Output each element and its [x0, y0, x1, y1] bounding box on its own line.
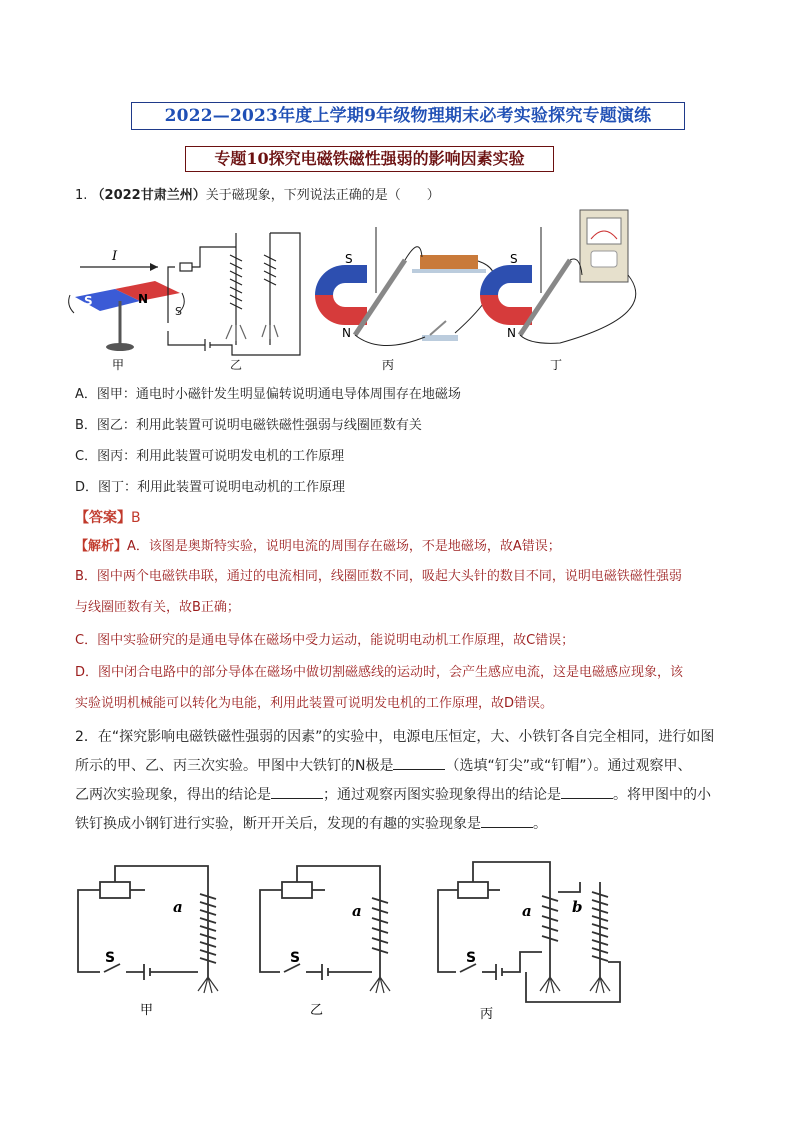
- topic-subtitle: 专题10探究电磁铁磁性强弱的影响因素实验: [185, 146, 554, 172]
- blank-n-pole[interactable]: [393, 757, 445, 770]
- q2-line-2: [75, 752, 725, 781]
- blank-conclusion-1[interactable]: [271, 786, 323, 799]
- switch-s-1: S: [105, 950, 116, 966]
- q2-text: 铁钉换成小钢钉进行实验，断开开关后，发现的有趣的实验现象是: [75, 816, 481, 832]
- question-number: 1.: [75, 188, 88, 203]
- option-d: D．图丁：利用此装置可说明电动机的工作原理: [75, 480, 346, 495]
- needle-n: N: [138, 292, 149, 306]
- label-jia-2: 甲: [140, 1003, 154, 1018]
- q2-text: 乙两次实验现象，得出的结论是: [75, 787, 271, 803]
- answer-value: B: [131, 510, 141, 526]
- question-1-stem: [75, 184, 440, 203]
- answer-label: 【答案】: [75, 510, 131, 526]
- analysis-line-1: [75, 532, 725, 562]
- option-a: A．图甲：通电时小磁针发生明显偏转说明通电导体周围存在地磁场: [75, 387, 461, 402]
- label-yi: 乙: [230, 358, 243, 372]
- analysis-line-6: 实验说明机械能可以转化为电能，利用此装置可说明发电机的工作原理，故D错误。: [75, 696, 554, 711]
- option-b: B．图乙：利用此装置可说明电磁铁磁性强弱与线圈匝数有关: [75, 418, 422, 433]
- q2-line-1: [75, 723, 725, 752]
- question-source: （2022甘肃兰州）: [91, 188, 206, 203]
- q2-text: （选填“钉尖”或“钉帽”）。通过观察甲、: [445, 758, 692, 774]
- blank-phenomenon[interactable]: [481, 815, 533, 828]
- label-jia: 甲: [112, 358, 125, 372]
- analysis-line-3: 与线圈匝数有关，故B正确；: [75, 600, 240, 615]
- magnet-n-2: N: [507, 326, 516, 340]
- option-c: C．图丙：利用此装置可说明发电机的工作原理: [75, 449, 345, 464]
- figure-ding: [480, 210, 636, 372]
- analysis-text: A．该图是奥斯特实验，说明电流的周围存在磁场，不是地磁场，故A错误；: [127, 539, 561, 554]
- q2-text: ；通过观察丙图实验现象得出的结论是: [323, 787, 561, 803]
- circuit-yi: [260, 866, 390, 993]
- q2-text: 2．在“探究影响电磁铁磁性强弱的因素”的实验中，电源电压恒定，大、小铁钉各自完全相同，进行如图: [75, 729, 715, 745]
- nail-a-3: a: [522, 902, 532, 920]
- q2-text: 。将甲图中的小: [613, 787, 711, 803]
- magnet-s: S: [345, 252, 353, 266]
- current-label: I: [112, 249, 118, 264]
- switch-s: S: [175, 305, 182, 318]
- question-2: [75, 723, 725, 839]
- question-1-figure: [60, 205, 640, 375]
- question-text: 关于磁现象，下列说法正确的是（ ）: [205, 188, 440, 203]
- figure-bing: [315, 227, 494, 372]
- label-bing: 丙: [382, 358, 395, 372]
- blank-conclusion-2[interactable]: [561, 786, 613, 799]
- analysis-line-2: B．图中两个电磁铁串联，通过的电流相同，线圈匝数不同，吸起大头针的数目不同，说明电磁铁磁性强弱: [75, 569, 682, 584]
- label-yi-2: 乙: [310, 1003, 324, 1018]
- circuit-bing: [438, 862, 620, 1002]
- figure-jia: [69, 249, 185, 372]
- switch-s-2: S: [290, 950, 301, 966]
- switch-s-3: S: [466, 950, 477, 966]
- q2-line-3: [75, 781, 725, 810]
- magnet-n: N: [342, 326, 351, 340]
- analysis-line-5: D．图中闭合电路中的部分导体在磁场中做切割磁感线的运动时，会产生感应电流，这是电磁感应现象，该: [75, 665, 684, 680]
- figure-yi: [168, 233, 300, 372]
- label-bing-2: 丙: [480, 1007, 494, 1022]
- q2-text: 。: [533, 816, 547, 832]
- q2-text: 所示的甲、乙、丙三次实验。甲图中大铁钉的N极是: [75, 758, 394, 774]
- q2-line-4: [75, 810, 725, 839]
- answer-line: [75, 507, 141, 527]
- analysis-line-4: C．图中实验研究的是通电导体在磁场中受力运动，能说明电动机工作原理，故C错误；: [75, 633, 575, 648]
- magnet-s-2: S: [510, 252, 518, 266]
- page-title: 2022—2023年度上学期9年级物理期末必考实验探究专题演练: [131, 102, 685, 130]
- circuit-jia: [78, 866, 218, 993]
- question-2-figure: [60, 852, 680, 1027]
- nail-b: b: [572, 898, 583, 916]
- analysis-label: 【解析】: [75, 539, 128, 554]
- nail-a-2: a: [352, 902, 362, 920]
- nail-a-1: a: [173, 898, 183, 916]
- label-ding: 丁: [550, 358, 563, 372]
- needle-s: S: [84, 294, 93, 308]
